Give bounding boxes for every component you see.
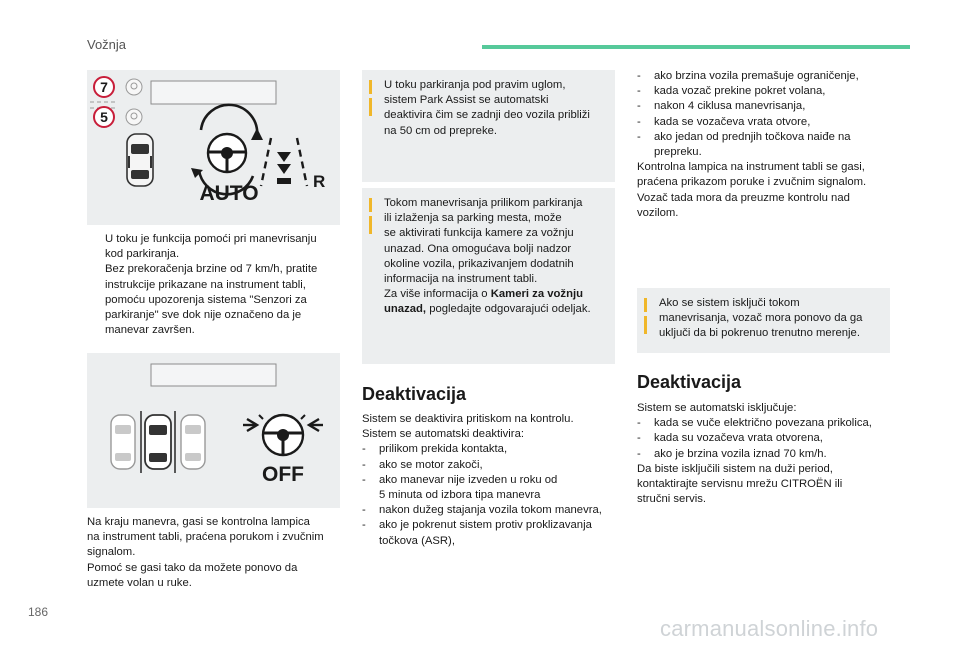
text-line: Sistem se deaktivira pritiskom na kontrolu.: [362, 413, 574, 425]
text-line: Sistem se automatski isključuje:: [637, 402, 797, 414]
reference-title: unazad,: [384, 303, 427, 316]
list-item: - kada vozač prekine pokret volana,: [637, 85, 826, 98]
text-line: Da biste isključili sistem na duži period,: [637, 462, 833, 475]
list-item: - kada se vuče električno povezana prikolica,: [637, 417, 872, 430]
assist-in-progress-note: [87, 232, 347, 338]
text-line: uključi da bi pokrenuo trenutno merenje.: [659, 327, 860, 340]
car-top-view-icon: [127, 134, 153, 186]
info-bar-icon: [644, 298, 647, 312]
cross-reference-line: unazad, pogledajte odgovarajući odeljak.: [384, 303, 591, 316]
list-item: - prilikom prekida kontakta,: [362, 443, 508, 456]
header-accent-bar: [482, 45, 910, 49]
list-item: - ako se motor zakoči,: [362, 458, 483, 471]
text-line: praćena prikazom poruke i zvučnim signalom.: [637, 176, 867, 189]
info-box-right-angle-parking: [362, 70, 615, 182]
cross-reference-line: Za više informacija o Kameri za vožnju: [384, 288, 584, 301]
badge-7-label: 7: [100, 79, 108, 95]
list-item: - kada se vozačeva vrata otvore,: [637, 115, 811, 128]
text-line: se aktivirati funkcija kamere za vožnju: [384, 227, 574, 240]
watermark-text: carmanualsonline.info: [660, 616, 879, 641]
badge-5-icon: [94, 107, 114, 127]
page-header-title: Vožnja: [87, 37, 127, 52]
badge-5-label: 5: [100, 109, 108, 125]
park-assist-off-illustration: [87, 353, 340, 508]
figure-park-assist-off: [87, 353, 340, 508]
text-line: vozilom.: [637, 206, 679, 219]
text-line: parkiranje" sve dok nije označeno da je: [105, 309, 302, 322]
badge-7-icon: [94, 77, 114, 97]
list-item: - ako manevar nije izveden u roku od 5 minuta od izbora tipa manevra: [362, 473, 558, 502]
list-item: - kada su vozačeva vrata otvorena,: [637, 432, 823, 445]
text-line: okoline vozila, prikazivanjem dodatnih: [384, 257, 574, 270]
text-line: Ako se sistem isključi tokom: [659, 297, 800, 309]
text-line: U toku parkiranja pod pravim uglom,: [384, 79, 566, 91]
text-line: Pomoć se gasi tako da možete ponovo da: [87, 561, 298, 574]
text-line: na 50 cm od prepreke.: [384, 124, 498, 137]
info-bar-icon: [369, 98, 372, 116]
text-line: ili izlaženja sa parking mesta, može: [384, 212, 562, 225]
list-item: - ako brzina vozila premašuje ograničenje,: [637, 70, 859, 82]
text-line: Sistem se automatski deaktivira:: [362, 428, 524, 441]
text-line: deaktivira čim se zadnji deo vozila približi: [384, 109, 590, 122]
text-line: Na kraju manevra, gasi se kontrolna lampica: [87, 516, 310, 528]
text-line: U toku je funkcija pomoći pri manevrisanju: [105, 233, 317, 245]
text-line: Vozač tada mora da preuzme kontrolu nad: [637, 191, 850, 204]
text-line: instrukcije prikazane na instrument tabli,: [105, 278, 306, 291]
park-assist-auto-illustration: [87, 70, 340, 225]
section-heading-deactivation-2: Deaktivacija: [637, 372, 742, 392]
reference-title: Kameri za vožnju: [490, 288, 584, 301]
info-bar-icon: [644, 316, 647, 334]
text-line: signalom.: [87, 546, 136, 559]
parked-cars-icon: [111, 411, 205, 473]
text-line: informacija na instrument tabli.: [384, 273, 538, 286]
auto-label: AUTO: [199, 182, 259, 205]
bullet-arrow-icon: [87, 232, 105, 338]
info-bar-icon: [369, 216, 372, 234]
text-line: unazad. Ona omogućava bolji nadzor: [384, 242, 572, 255]
text-line: manevrisanja, vozač mora ponovo da ga: [659, 312, 863, 325]
text-line: Kontrolna lampica na instrument tabli se gasi,: [637, 161, 865, 174]
auto-deactivation-continued-list: [637, 69, 899, 221]
text-line: Bez prekoračenja brzine od 7 km/h, pratite: [105, 263, 318, 276]
list-item: - nakon dužeg stajanja vozila tokom manevra,: [362, 504, 602, 517]
steering-wheel-off-icon: [259, 415, 305, 486]
text-line: manevar završen.: [105, 324, 195, 337]
system-off-conditions-list: [637, 401, 902, 507]
parking-sensor-icon: [261, 138, 325, 191]
end-of-manoeuvre-paragraph: [87, 515, 349, 591]
text-line: na instrument tabli, praćena porukom i zvučnim: [87, 531, 324, 544]
steering-wheel-auto-icon: [191, 105, 263, 205]
text-line: Tokom manevrisanja prilikom parkiranja: [384, 197, 583, 209]
text-line: kod parkiranja.: [105, 248, 180, 261]
figure-park-assist-auto: [87, 70, 340, 225]
section-heading-deactivation: Deaktivacija: [362, 384, 467, 404]
text-line: stručni servis.: [637, 493, 707, 506]
reverse-label: R: [313, 172, 326, 191]
list-item: - nakon 4 ciklusa manevrisanja,: [637, 100, 806, 113]
off-label: OFF: [262, 463, 304, 486]
text-line: uzmete volan u ruke.: [87, 576, 192, 589]
list-item: - ako je brzina vozila iznad 70 km/h.: [637, 447, 827, 460]
deactivation-list: [362, 412, 624, 549]
text-line: sistem Park Assist se automatski: [384, 94, 549, 107]
text-line: pomoću upozorenja sistema "Senzori za: [105, 293, 307, 306]
info-bar-icon: [369, 80, 372, 94]
list-item: - ako jedan od prednjih točkova naiđe na prepreku.: [637, 130, 851, 159]
list-item: - ako je pokrenut sistem protiv proklizavanja točkova (ASR),: [362, 519, 592, 547]
info-bar-icon: [369, 198, 372, 212]
info-box-reversing-camera: [362, 188, 615, 364]
page-number: 186: [28, 605, 49, 619]
text-line: kontaktirajte servisnu mrežu CITROËN ili: [637, 478, 843, 491]
info-box-system-disabled: [637, 288, 890, 353]
